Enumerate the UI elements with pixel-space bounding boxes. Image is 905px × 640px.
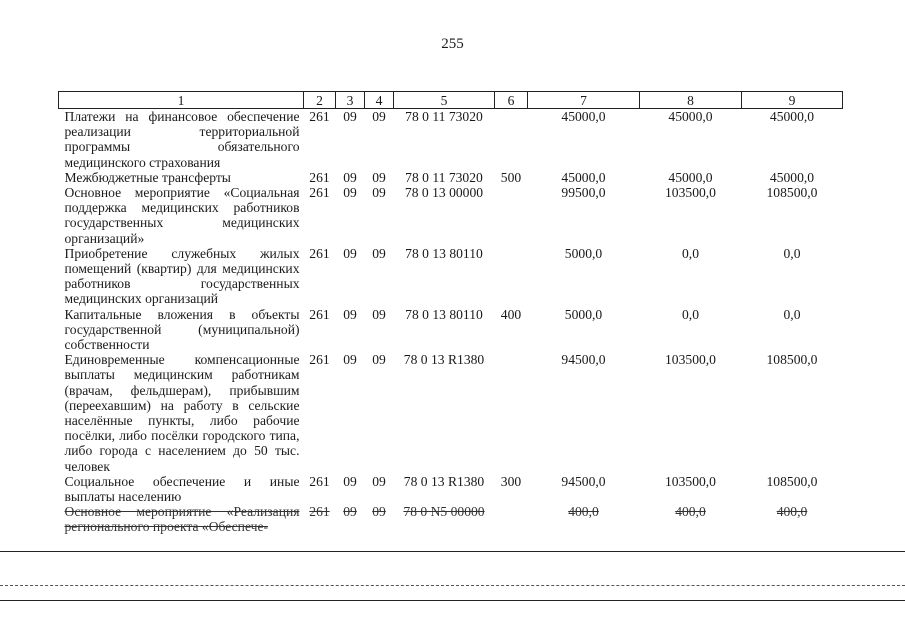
cell-section: 09	[343, 245, 357, 261]
cell-section: 09	[343, 504, 357, 520]
cell-expense-type	[495, 185, 528, 246]
cell-section: 09	[343, 109, 357, 124]
cell-amount: 45000,0	[561, 169, 606, 185]
cell-target: 78 0 11 73020	[405, 109, 483, 124]
cell-amount: 103500,0	[665, 473, 716, 489]
cell-section: 09	[343, 169, 357, 185]
row-name: Основное мероприятие «Социальная поддержка медицинских работников государственных медицинских организаций»	[64, 185, 300, 246]
cell-target: 78 0 N5 00000	[403, 504, 485, 520]
cell-subsection: 09	[372, 352, 386, 368]
cell-expense-type: 500	[500, 169, 522, 185]
cell-amount: 0,0	[682, 306, 699, 322]
cell-expense-type	[495, 352, 528, 474]
header-cell: 2	[304, 92, 336, 109]
cell-target: 78 0 13 80110	[405, 306, 483, 322]
cell-target: 78 0 13 00000	[404, 185, 484, 201]
row-name: Платежи на финансовое обеспечение реализации территориальной программы обязательного медицинского страхования	[64, 109, 300, 170]
cell-target: 78 0 13 R1380	[403, 473, 485, 489]
header-cell: 4	[365, 92, 394, 109]
cell-subsection: 09	[372, 185, 386, 201]
cell-amount: 45000,0	[668, 169, 713, 185]
table-row	[59, 109, 843, 170]
cell-subsection: 09	[372, 473, 386, 489]
cell-amount: 400,0	[568, 504, 599, 520]
cell-amount: 45000,0	[668, 109, 713, 124]
divider-line	[0, 600, 905, 601]
header-cell: 7	[528, 92, 640, 109]
row-name: Единовременные компенсационные выплаты медицинским работникам (врачам, фельдшерам), прибывшим (переехавшим) на работу в сельские населённые пункты, либо рабочие посёлки, либо посёлки городского типа, либо города с населением до 50 тыс. человек	[64, 352, 300, 474]
cell-target: 78 0 13 80110	[405, 245, 483, 261]
table-row	[59, 246, 843, 307]
cell-expense-type: 300	[500, 473, 522, 489]
cell-amount: 5000,0	[564, 245, 603, 261]
cell-section: 09	[343, 185, 357, 201]
cell-code: 261	[309, 109, 330, 124]
cell-code: 261	[309, 473, 330, 489]
cell-expense-type	[495, 109, 528, 170]
cell-section: 09	[343, 473, 357, 489]
cell-amount: 0,0	[682, 245, 699, 261]
header-cell: 8	[640, 92, 742, 109]
header-cell: 6	[495, 92, 528, 109]
cell-amount: 45000,0	[561, 109, 606, 124]
header-cell: 1	[59, 92, 304, 109]
cell-amount: 5000,0	[564, 306, 603, 322]
budget-table	[58, 91, 843, 535]
cell-amount: 99500,0	[561, 185, 606, 201]
cell-code: 261	[309, 245, 330, 261]
cell-amount: 103500,0	[665, 352, 716, 368]
cell-section: 09	[343, 352, 357, 368]
table-row	[59, 352, 843, 474]
cell-section: 09	[343, 306, 357, 322]
cell-amount: 103500,0	[665, 185, 716, 201]
cell-subsection: 09	[372, 504, 386, 520]
cell-subsection: 09	[372, 245, 386, 261]
cell-expense-type	[495, 246, 528, 307]
row-name: Приобретение служебных жилых помещений (квартир) для медицинских работников государственных медицинских организаций	[64, 245, 300, 307]
cell-code: 261	[309, 185, 330, 201]
cell-code: 261	[309, 504, 330, 520]
divider-line	[0, 585, 905, 586]
cell-target: 78 0 11 73020	[405, 169, 483, 185]
table-row	[59, 170, 843, 185]
row-name: Межбюджетные трансферты	[64, 169, 231, 185]
page-number: 255	[441, 36, 464, 52]
cell-subsection: 09	[372, 169, 386, 185]
table-row	[59, 474, 843, 504]
header-cell: 9	[742, 92, 843, 109]
cell-amount: 108500,0	[766, 352, 818, 368]
table-row-struck	[59, 504, 843, 534]
header-row	[59, 92, 843, 109]
cell-amount: 400,0	[776, 504, 808, 520]
cell-amount: 400,0	[675, 504, 706, 520]
cell-code: 261	[309, 306, 330, 322]
row-name: Социальное обеспечение и иные выплаты населению	[64, 473, 300, 505]
cell-target: 78 0 13 R1380	[403, 352, 485, 368]
cell-code: 261	[309, 352, 330, 368]
cell-amount: 45000,0	[769, 109, 815, 124]
cell-expense-type	[495, 504, 528, 534]
cell-expense-type: 400	[500, 306, 522, 322]
table-row	[59, 307, 843, 353]
table-row	[59, 185, 843, 246]
cell-amount: 94500,0	[561, 473, 606, 489]
header-cell: 5	[394, 92, 495, 109]
cell-code: 261	[309, 169, 330, 185]
cell-amount: 0,0	[783, 306, 801, 322]
cell-amount: 45000,0	[769, 169, 815, 185]
row-name: Основное мероприятие «Реализация регионального проекта «Обеспече-	[64, 504, 300, 535]
cell-amount: 0,0	[783, 245, 801, 261]
header-cell: 3	[336, 92, 365, 109]
cell-subsection: 09	[372, 306, 386, 322]
cell-subsection: 09	[372, 109, 386, 124]
divider-line	[0, 551, 905, 552]
cell-amount: 108500,0	[766, 185, 818, 201]
row-name: Капитальные вложения в объекты государственной (муниципальной) собственности	[64, 306, 300, 353]
cell-amount: 94500,0	[561, 352, 606, 368]
cell-amount: 108500,0	[766, 473, 818, 489]
